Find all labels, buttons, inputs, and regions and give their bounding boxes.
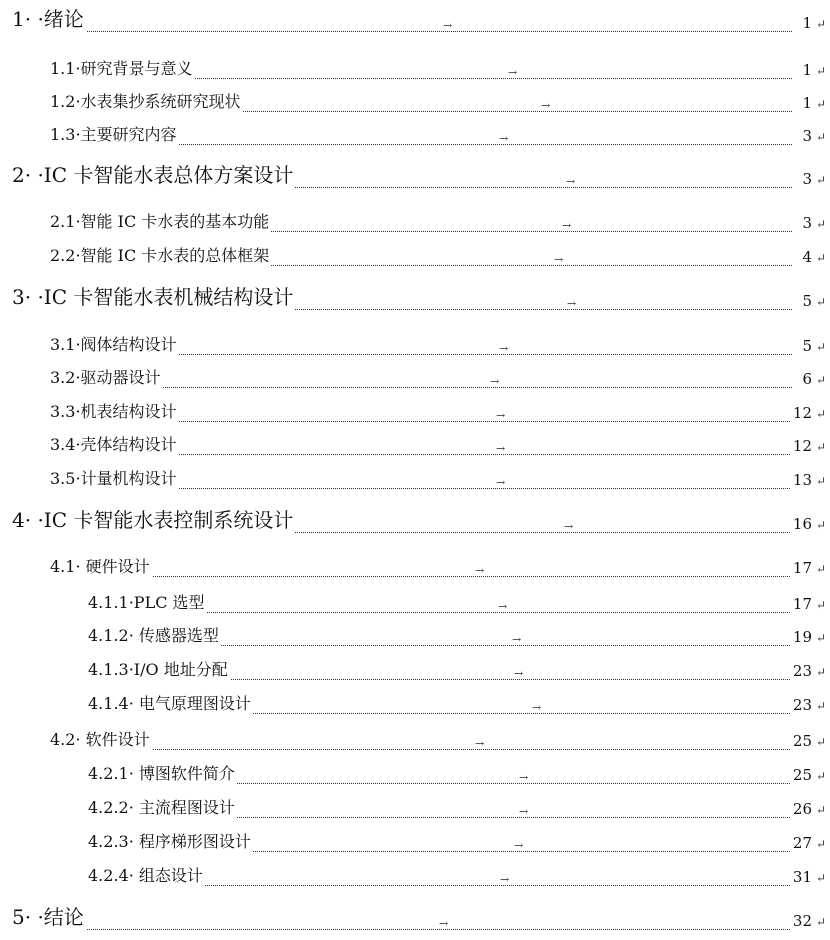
- toc-entry-title: 4.1.3·I/O 地址分配: [88, 657, 230, 680]
- tab-arrow-icon: →: [519, 771, 529, 784]
- tab-arrow-icon: →: [566, 175, 576, 188]
- toc-page-number: 3: [802, 170, 812, 188]
- toc-page-number: 12: [792, 404, 812, 422]
- paragraph-return-icon: ↵: [815, 340, 826, 354]
- dot-leader: [32, 928, 792, 930]
- toc-entry-title: 3.5·计量机构设计: [50, 466, 179, 489]
- toc-entry-title: 3.2·驱动器设计: [50, 365, 163, 388]
- toc-entry[interactable]: [0, 431, 830, 461]
- paragraph-return-icon: ↵: [815, 97, 826, 111]
- toc-entry[interactable]: [0, 553, 830, 583]
- toc-page-number: 5: [802, 292, 812, 310]
- toc-entry-title: 3.1·阀体结构设计: [50, 332, 179, 355]
- tab-arrow-icon: →: [490, 375, 500, 388]
- dot-leader: [32, 30, 792, 32]
- tab-arrow-icon: →: [512, 633, 522, 646]
- paragraph-return-icon: ↵: [815, 474, 826, 488]
- tab-arrow-icon: →: [541, 99, 551, 112]
- toc-entry-title: 4· ·IC 卡智能水表控制系统设计: [12, 504, 295, 533]
- toc-page-number: 1: [802, 61, 812, 79]
- paragraph-return-icon: ↵: [815, 735, 826, 749]
- tab-arrow-icon: →: [475, 564, 485, 577]
- tab-arrow-icon: →: [475, 737, 485, 750]
- tab-arrow-icon: →: [508, 66, 518, 79]
- toc-entry[interactable]: [0, 760, 830, 790]
- toc-entry-title: 4.1.2· 传感器选型: [88, 623, 221, 646]
- toc-page-number: 23: [792, 696, 812, 714]
- toc-entry[interactable]: [0, 55, 830, 85]
- toc-page-number: 13: [792, 471, 812, 489]
- paragraph-return-icon: ↵: [815, 665, 826, 679]
- toc-entry[interactable]: [0, 465, 830, 495]
- paragraph-return-icon: ↵: [815, 562, 826, 576]
- toc-entry[interactable]: [0, 208, 830, 238]
- toc-entry[interactable]: [0, 622, 830, 652]
- paragraph-return-icon: ↵: [815, 407, 826, 421]
- tab-arrow-icon: →: [499, 342, 509, 355]
- paragraph-return-icon: ↵: [815, 295, 826, 309]
- toc-page-number: 5: [802, 337, 812, 355]
- tab-arrow-icon: →: [554, 253, 564, 266]
- paragraph-return-icon: ↵: [815, 871, 826, 885]
- tab-arrow-icon: →: [500, 873, 510, 886]
- dot-leader: [108, 611, 792, 613]
- toc-entry[interactable]: [0, 242, 830, 272]
- toc-entry-title: 4.2.1· 博图软件简介: [88, 761, 237, 784]
- toc-entry[interactable]: [0, 398, 830, 428]
- toc-entry[interactable]: [0, 589, 830, 619]
- toc-entry-title: 4.2· 软件设计: [50, 727, 152, 750]
- tab-arrow-icon: →: [496, 409, 506, 422]
- paragraph-return-icon: ↵: [815, 217, 826, 231]
- toc-entry-title: 3.3·机表结构设计: [50, 399, 179, 422]
- toc-entry-title: 2.2·智能 IC 卡水表的总体框架: [50, 243, 271, 266]
- tab-arrow-icon: →: [562, 219, 572, 232]
- paragraph-return-icon: ↵: [815, 251, 826, 265]
- toc-page-number: 3: [802, 214, 812, 232]
- toc-page-number: 6: [802, 370, 812, 388]
- paragraph-return-icon: ↵: [815, 373, 826, 387]
- toc-entry[interactable]: [0, 121, 830, 151]
- toc-entry[interactable]: [0, 906, 830, 936]
- toc-page-number: 31: [792, 868, 812, 886]
- toc-entry[interactable]: [0, 364, 830, 394]
- dot-leader: [70, 386, 792, 388]
- toc-entry[interactable]: [0, 828, 830, 858]
- toc-entry[interactable]: [0, 88, 830, 118]
- tab-arrow-icon: →: [532, 701, 542, 714]
- toc-entry-title: 4.1.4· 电气原理图设计: [88, 691, 253, 714]
- paragraph-return-icon: ↵: [815, 915, 826, 929]
- toc-entry-title: 4.1.1·PLC 选型: [88, 590, 207, 613]
- paragraph-return-icon: ↵: [815, 699, 826, 713]
- tab-arrow-icon: →: [496, 476, 506, 489]
- tab-arrow-icon: →: [519, 805, 529, 818]
- toc-entry[interactable]: [0, 726, 830, 756]
- toc-page-number: 3: [802, 127, 812, 145]
- toc-entry[interactable]: [0, 286, 830, 316]
- toc-page-number: 23: [792, 662, 812, 680]
- toc-entry-title: 1· ·绪论: [12, 3, 86, 32]
- toc-entry-title: 4.2.4· 组态设计: [88, 863, 205, 886]
- toc-entry-title: 2· ·IC 卡智能水表总体方案设计: [12, 159, 295, 188]
- toc-page-number: 4: [802, 248, 812, 266]
- tab-arrow-icon: →: [564, 520, 574, 533]
- toc-page-number: 19: [792, 628, 812, 646]
- toc-page-number: 27: [792, 834, 812, 852]
- toc-entry-title: 2.1·智能 IC 卡水表的基本功能: [50, 209, 271, 232]
- toc-entry-title: 3· ·IC 卡智能水表机械结构设计: [12, 281, 295, 310]
- toc-entry[interactable]: [0, 164, 830, 194]
- toc-entry-title: 1.3·主要研究内容: [50, 122, 179, 145]
- toc-entry[interactable]: [0, 656, 830, 686]
- toc-entry-title: 4.1· 硬件设计: [50, 554, 152, 577]
- dot-leader: [70, 575, 792, 577]
- toc-entry-title: 1.1·研究背景与意义: [50, 56, 195, 79]
- paragraph-return-icon: ↵: [815, 803, 826, 817]
- toc-entry-title: 1.2·水表集抄系统研究现状: [50, 89, 243, 112]
- tab-arrow-icon: →: [498, 600, 508, 613]
- paragraph-return-icon: ↵: [815, 769, 826, 783]
- toc-entry[interactable]: [0, 862, 830, 892]
- toc-page-number: 26: [792, 800, 812, 818]
- toc-page-number: 32: [792, 912, 812, 930]
- tab-arrow-icon: →: [567, 297, 577, 310]
- paragraph-return-icon: ↵: [815, 837, 826, 851]
- paragraph-return-icon: ↵: [815, 17, 826, 31]
- toc-page-number: 25: [792, 732, 812, 750]
- toc-entry-title: 4.2.3· 程序梯形图设计: [88, 829, 253, 852]
- tab-arrow-icon: →: [499, 132, 509, 145]
- toc-page-number: 25: [792, 766, 812, 784]
- paragraph-return-icon: ↵: [815, 631, 826, 645]
- dot-leader: [108, 884, 792, 886]
- toc-entry[interactable]: [0, 690, 830, 720]
- paragraph-return-icon: ↵: [815, 518, 826, 532]
- toc-entry-title: 3.4·壳体结构设计: [50, 432, 179, 455]
- tab-arrow-icon: →: [496, 442, 506, 455]
- toc-entry[interactable]: [0, 331, 830, 361]
- toc-entry[interactable]: [0, 8, 830, 38]
- toc-page-number: 1: [802, 14, 812, 32]
- toc-page-number: 1: [802, 94, 812, 112]
- tab-arrow-icon: →: [514, 667, 524, 680]
- paragraph-return-icon: ↵: [815, 64, 826, 78]
- tab-arrow-icon: →: [514, 839, 524, 852]
- toc-entry-title: 5· ·结论: [12, 901, 86, 930]
- toc-page-number: 17: [792, 595, 812, 613]
- tab-arrow-icon: →: [439, 917, 449, 930]
- paragraph-return-icon: ↵: [815, 598, 826, 612]
- toc-page-number: 16: [792, 515, 812, 533]
- paragraph-return-icon: ↵: [815, 130, 826, 144]
- toc-entry[interactable]: [0, 794, 830, 824]
- tab-arrow-icon: →: [443, 19, 453, 32]
- toc-entry[interactable]: [0, 509, 830, 539]
- toc-entry-title: 4.2.2· 主流程图设计: [88, 795, 237, 818]
- paragraph-return-icon: ↵: [815, 440, 826, 454]
- toc-page-number: 17: [792, 559, 812, 577]
- paragraph-return-icon: ↵: [815, 173, 826, 187]
- toc-page-number: 12: [792, 437, 812, 455]
- dot-leader: [70, 748, 792, 750]
